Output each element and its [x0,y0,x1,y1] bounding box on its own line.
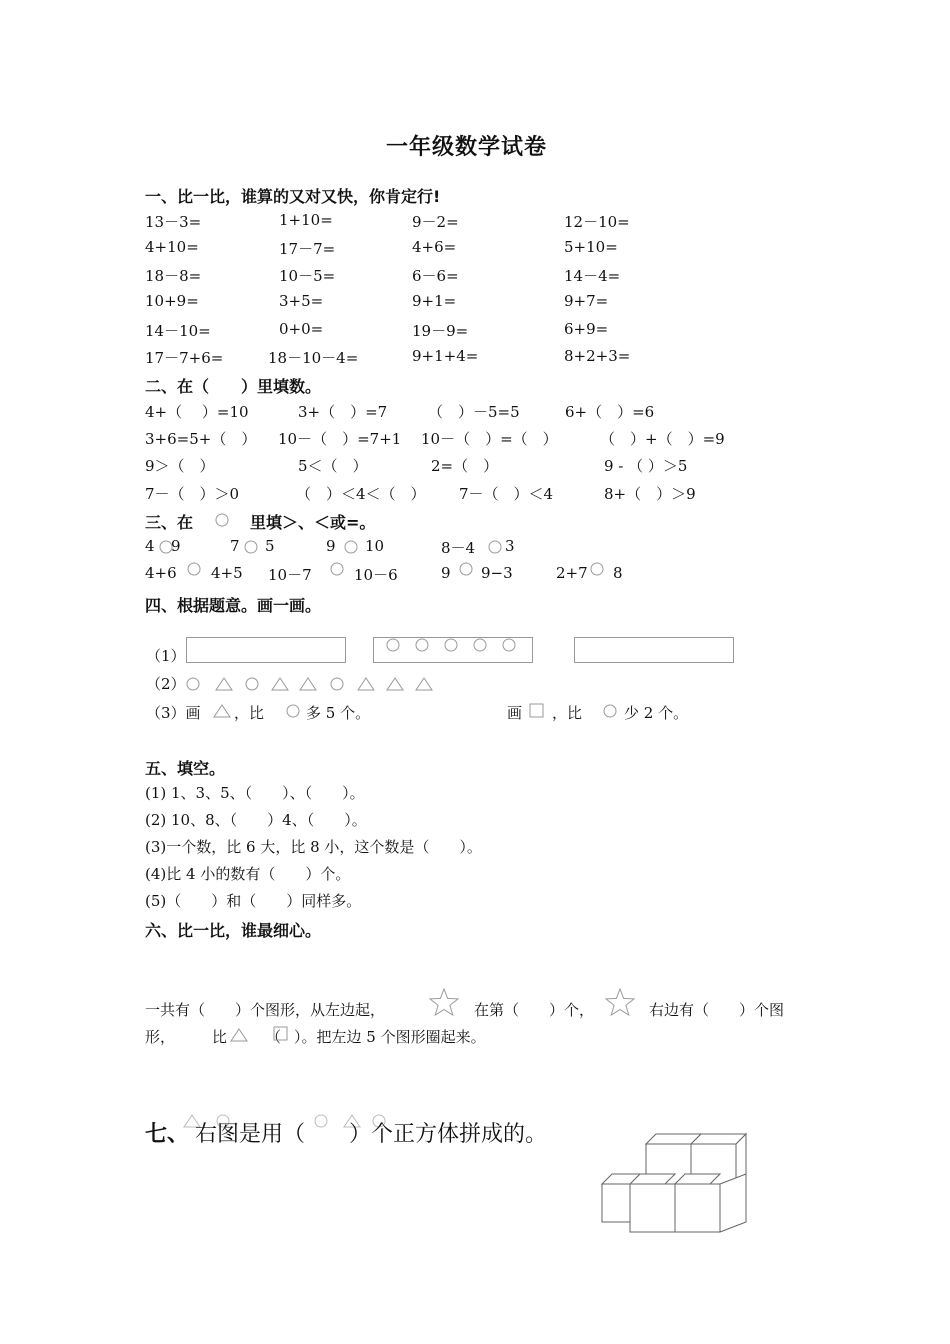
arithmetic-problem: 0+0= [279,320,324,338]
square-icon [529,703,545,719]
s4-label-1: （1） [146,647,186,665]
s6-text-1a: 一共有（ ）个图形，从左边起， [145,1001,386,1019]
triangle-icon [216,678,232,690]
cube-front-face [630,1184,675,1232]
triangle-icon [387,678,403,690]
arithmetic-problem: 14－4= [564,267,621,285]
compare-left: 9 [326,537,336,555]
arithmetic-problem: 1+10= [279,211,333,229]
compare-right: 4+5 [211,564,243,582]
s4-label-3f: 少 2 个。 [624,704,689,722]
arithmetic-problem: 4+6= [412,238,457,256]
drawing-box-1[interactable] [186,637,346,663]
arithmetic-problem: 8+2+3= [564,347,631,365]
triangle-icon [229,1027,249,1043]
compare-right: 8 [613,564,623,582]
circle-icon [503,639,515,651]
s4-label-3c: 多 5 个。 [306,704,371,722]
circle-icon [602,704,618,718]
section-7-text: 右图是用（ ）个正方体拼成的。 [195,1122,548,1147]
arithmetic-problem: 10+9= [145,292,199,310]
circle-icon [416,639,428,651]
s4-label-3e: ，比 [552,704,583,722]
section-4-heading: 四、根据题意。画一画。 [145,596,322,615]
arithmetic-problem: 17－7= [279,240,336,258]
s6-text-1b: 在第（ ）个， [474,1001,595,1019]
fill-in-problem: 9 - （ ）＞5 [604,457,688,475]
s6-text-2d: ）。把左边 5 个图形圈起来。 [294,1028,486,1046]
arithmetic-problem: 9+1= [412,292,457,310]
circle-icon [214,513,230,527]
fill-in-problem: 3+（ ）=7 [298,403,388,421]
triangle-icon [416,678,432,690]
s4-label-3b: ，比 [234,704,265,722]
compare-left: 2+7 [556,564,588,582]
fill-in-problem: （ ）+（ ）=9 [600,430,725,448]
compare-left: 10－7 [268,566,312,584]
fill-in-problem: 10－（ ）=7+1 [278,430,402,448]
triangle-icon [212,703,232,719]
s6-text-1c: 右边有（ ）个图 [649,1001,785,1019]
fill-in-problem: （ ）－5=5 [428,403,520,421]
arithmetic-problem: 4+10= [145,238,199,256]
compare-right: 3 [505,537,515,555]
fill-in-problem: 7－（ ）＞0 [145,485,240,503]
arithmetic-problem: 9+1+4= [412,347,479,365]
compare-circle-icon[interactable] [329,562,345,576]
fill-blank-item: (3)一个数，比 6 大，比 8 小，这个数是（ ）。 [145,838,482,856]
fill-in-problem: 6+（ ）=6 [565,403,655,421]
cube-stack-figure [600,1130,750,1235]
compare-circle-icon[interactable] [487,540,503,554]
fill-blank-item: (2) 10、8、（ ）4、（ ）。 [145,811,367,829]
section-7-number: 七、 [145,1122,190,1147]
compare-left: 9 [441,564,451,582]
fill-in-problem: 2=（ ） [431,457,499,475]
arithmetic-problem: 9－2= [412,213,459,231]
arithmetic-problem: 6－6= [412,267,459,285]
arithmetic-problem: 12－10= [564,213,630,231]
circle-icon [474,639,486,651]
triangle-icon [358,678,374,690]
fill-in-problem: （ ）＜4＜（ ） [296,485,426,503]
arithmetic-problem: 3+5= [279,292,324,310]
fill-blank-item: (4)比 4 小的数有（ ）个。 [145,865,351,883]
compare-circle-icon[interactable] [589,562,605,576]
fill-blank-item: (5)（ ）和（ ）同样多。 [145,892,362,910]
compare-right: 5 [265,537,275,555]
triangle-icon [272,678,288,690]
fill-in-problem: 5＜（ ） [298,457,368,475]
shape-sequence [186,676,436,692]
s4-label-2: （2） [146,675,186,693]
compare-left: 4 [145,537,155,555]
section-6-heading: 六、比一比，谁最细心。 [145,921,322,940]
s6-text-2c: （ [266,1028,282,1046]
fill-in-problem: 3+6=5+（ ） [145,430,257,448]
section-3-heading-a: 三、在 [145,513,194,532]
arithmetic-problem: 10－5= [279,267,336,285]
star-icon [428,988,460,1016]
section-1-heading: 一、比一比，谁算的又对又快，你肯定行! [145,187,441,206]
compare-right: 9 [171,537,181,555]
circle-icon [187,678,199,690]
compare-circle-icon[interactable] [458,562,474,576]
fill-in-problem: 7－（ ）＜4 [459,485,554,503]
section-3-heading-b: 里填＞、＜或=。 [250,513,376,532]
s4-label-3a: （3）画 [146,704,201,722]
compare-right: 10 [365,537,385,555]
fill-in-problem: 4+（ ）=10 [145,403,249,421]
compare-right: 10－6 [354,566,398,584]
page-title: 一年级数学试卷 [386,135,548,160]
fill-in-problem: 9＞（ ） [145,457,215,475]
arithmetic-problem: 18－8= [145,267,202,285]
cube-side-face [720,1174,746,1232]
circle-icon [246,678,258,690]
arithmetic-problem: 14－10= [145,322,211,340]
arithmetic-problem: 9+7= [564,292,609,310]
s6-text-2a: 形， [145,1028,176,1046]
circle-icon [387,639,399,651]
circle-row-icon [380,637,520,655]
compare-circle-icon[interactable] [186,562,202,576]
drawing-box-2[interactable] [574,637,734,663]
star-icon [604,988,636,1016]
compare-left: 7 [230,537,240,555]
compare-circle-icon[interactable] [343,540,359,554]
section-2-heading: 二、在（ ）里填数。 [145,377,322,396]
circle-icon [445,639,457,651]
fill-in-problem: 8+（ ）＞9 [604,485,696,503]
compare-right: 9−3 [481,564,513,582]
cube-front-face [675,1184,720,1232]
arithmetic-problem: 13－3= [145,213,202,231]
arithmetic-problem: 17－7+6= [145,349,224,367]
circle-icon [331,678,343,690]
arithmetic-problem: 6+9= [564,320,609,338]
fill-in-problem: 10－（ ）=（ ） [421,430,558,448]
arithmetic-problem: 18－10－4= [268,349,359,367]
circle-icon [285,704,301,718]
section-5-heading: 五、填空。 [145,759,226,778]
arithmetic-problem: 19－9= [412,322,469,340]
arithmetic-problem: 5+10= [564,238,618,256]
triangle-icon [300,678,316,690]
compare-left: 8－4 [441,539,476,557]
fill-blank-item: (1) 1、3、5、（ ）、（ ）。 [145,784,365,802]
s6-text-2b: 比 [212,1028,228,1046]
square-icon [273,1026,289,1042]
compare-left: 4+6 [145,564,177,582]
s4-label-3d: 画 [507,704,523,722]
compare-circle-icon[interactable] [243,540,259,554]
